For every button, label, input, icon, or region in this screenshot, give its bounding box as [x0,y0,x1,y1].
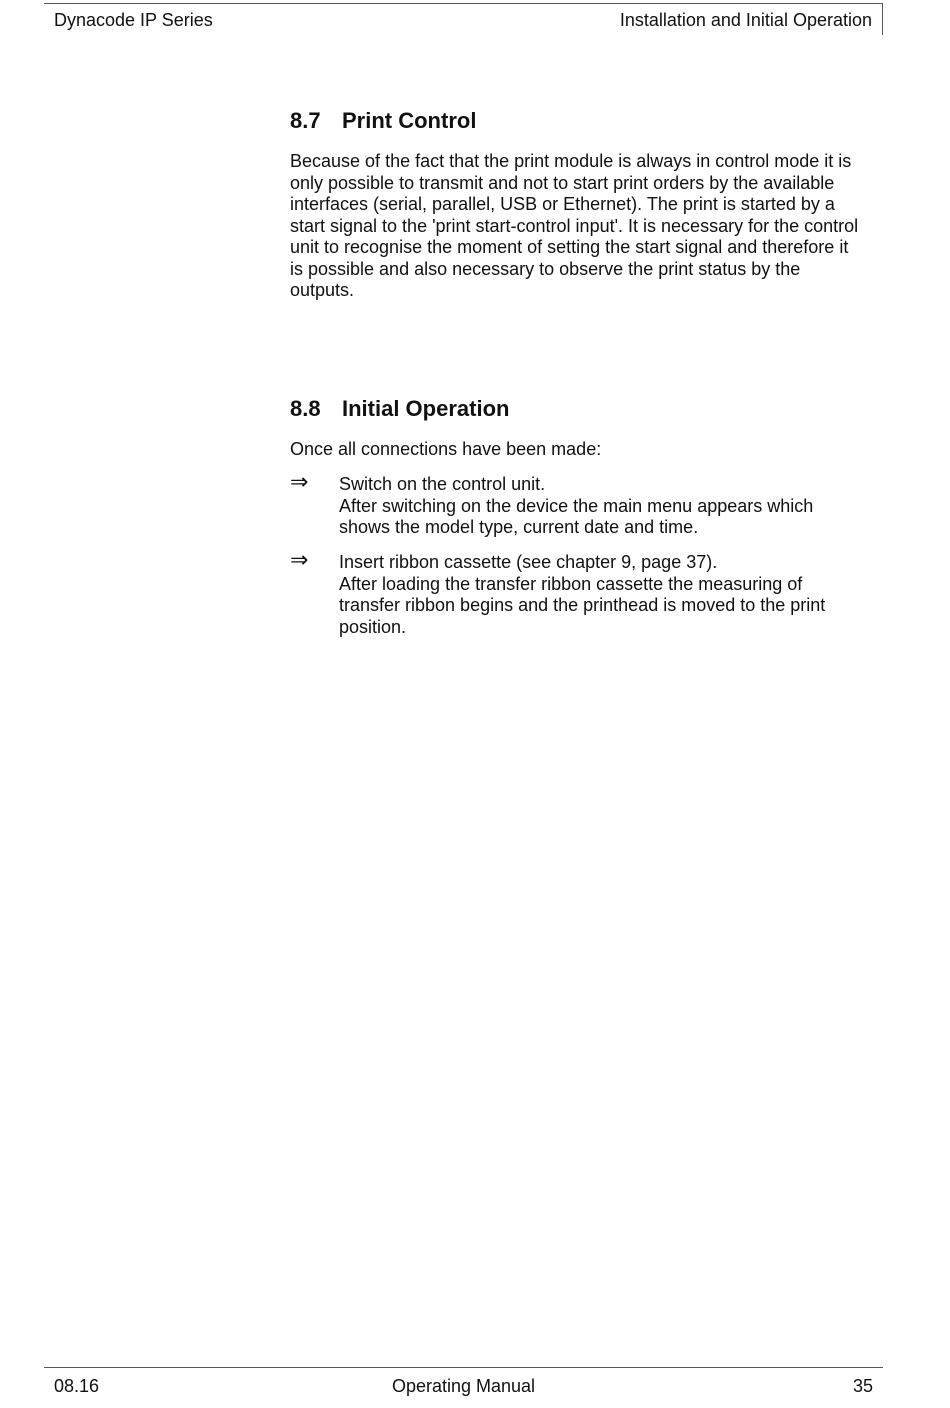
header-chapter-title: Installation and Initial Operation [619,10,872,30]
initial-operation-intro: Once all connections have been made: [290,439,602,459]
step-item [290,548,865,638]
step-item [290,470,865,539]
page-header [44,3,883,35]
section-number: 8.7 [290,108,321,133]
step-text [339,474,859,539]
header-document-title: Dynacode IP Series [54,10,213,30]
section-number: 8.8 [290,396,321,421]
page-footer [44,1367,883,1408]
double-arrow-icon: ⇒ [290,548,309,573]
print-control-paragraph: Because of the fact that the print module is always in control mode it is only possible to transmit and not to start print orders by the available interfaces (serial, parallel, USB or Ethernet). The print is started by a start signal to the 'print start-control input'. It is necessary for the control unit to recognise the moment of setting the start signal and therefore it is possible and also necessary to observe the print status by the outputs. [290,151,859,300]
double-arrow-icon: ⇒ [290,470,309,495]
section-heading-print-control [290,108,476,134]
section-heading-initial-operation [290,396,509,422]
step-text [339,552,859,638]
footer-manual-title: Operating Manual [391,1376,536,1396]
step-instruction: Switch on the control unit. [339,474,546,494]
step-result: After switching on the device the main menu appears which shows the model type, current date and time. [339,495,814,537]
footer-version: 08.16 [54,1376,100,1396]
step-result: After loading the transfer ribbon cassette the measuring of transfer ribbon begins and the printhead is moved to the print position. [339,573,826,637]
section-title: Initial Operation [342,396,510,421]
step-instruction: Insert ribbon cassette (see chapter 9, page 37). [339,552,718,572]
footer-page-number: 35 [852,1376,873,1396]
section-title: Print Control [342,108,477,133]
